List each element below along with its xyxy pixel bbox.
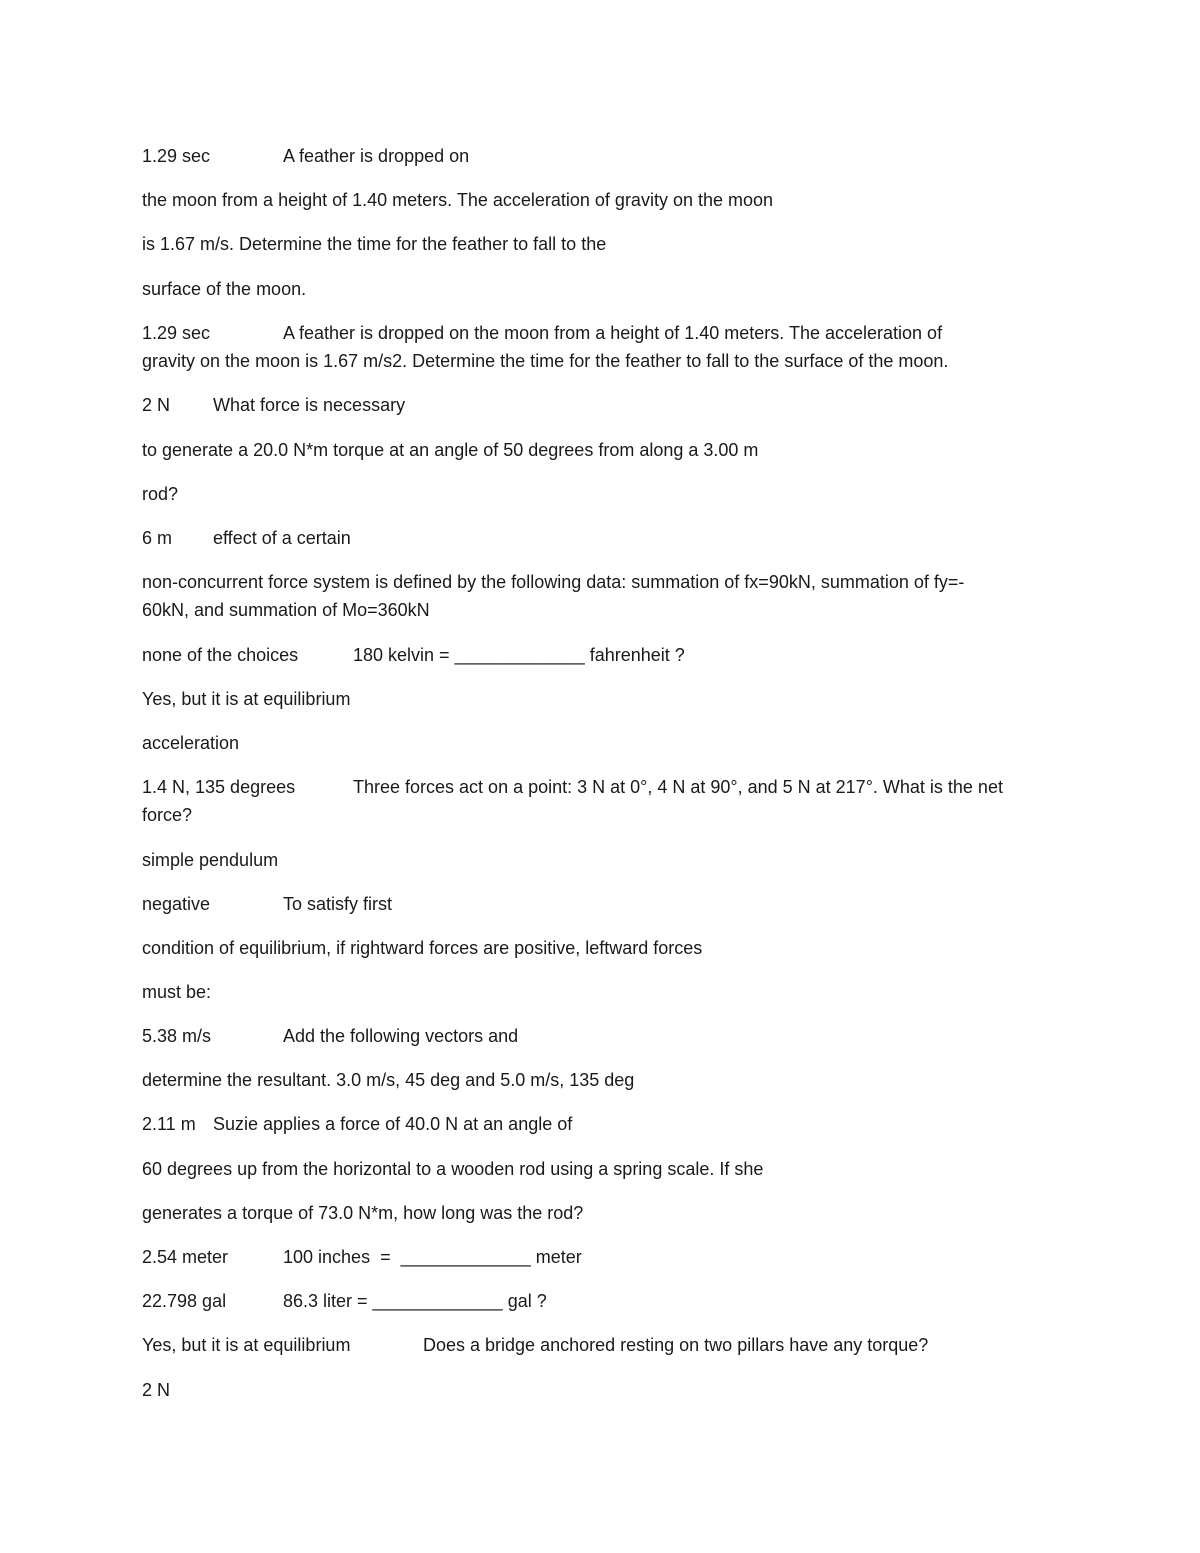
question-text: 180 kelvin = _____________ fahrenheit ? (353, 645, 685, 665)
text-line: gravity on the moon is 1.67 m/s2. Determine the time for the feather to fall to the surface of the moon. (142, 351, 949, 371)
answer-text: 6 m (142, 528, 173, 548)
text-line: force? (142, 805, 193, 825)
question-text: To satisfy first (283, 894, 393, 914)
answer-text: 1.29 sec (142, 146, 211, 166)
text-line: non-concurrent force system is defined by the following data: summation of fx=90kN, summation of fy=- (142, 572, 965, 592)
text-line: surface of the moon. (142, 279, 307, 299)
answer-line (142, 1243, 1072, 1271)
question-text: 86.3 liter = _____________ gal ? (283, 1291, 547, 1311)
question-text: What force is necessary (213, 395, 406, 415)
text-line: generates a torque of 73.0 N*m, how long was the rod? (142, 1203, 584, 1223)
text-line: to generate a 20.0 N*m torque at an angle of 50 degrees from along a 3.00 m (142, 440, 759, 460)
answer-text: 1.29 sec (142, 323, 211, 343)
text-line: 2 N (142, 1380, 171, 1400)
answer-line (142, 319, 1072, 347)
text-line: 60kN, and summation of Mo=360kN (142, 600, 430, 620)
text-line: is 1.67 m/s. Determine the time for the feather to fall to the (142, 234, 607, 254)
text-line: condition of equilibrium, if rightward forces are positive, leftward forces (142, 938, 703, 958)
answer-line (142, 1331, 1072, 1359)
answer-line (142, 773, 1072, 801)
text-line: determine the resultant. 3.0 m/s, 45 deg and 5.0 m/s, 135 deg (142, 1070, 635, 1090)
answer-line (142, 1022, 1072, 1050)
question-text: 100 inches = _____________ meter (283, 1247, 582, 1267)
text-line: acceleration (142, 733, 240, 753)
answer-text: 22.798 gal (142, 1291, 227, 1311)
answer-line (142, 890, 1072, 918)
question-text: Does a bridge anchored resting on two pillars have any torque? (423, 1335, 929, 1355)
text-line: the moon from a height of 1.40 meters. The acceleration of gravity on the moon (142, 190, 774, 210)
text-line: simple pendulum (142, 850, 279, 870)
answer-line (142, 1110, 1072, 1138)
answer-text: 2.11 m (142, 1114, 196, 1134)
answer-line (142, 391, 1072, 419)
text-line: rod? (142, 484, 179, 504)
question-text: Suzie applies a force of 40.0 N at an angle of (213, 1114, 573, 1134)
text-line: Yes, but it is at equilibrium (142, 689, 351, 709)
text-line: 60 degrees up from the horizontal to a wooden rod using a spring scale. If she (142, 1159, 764, 1179)
answer-text: 5.38 m/s (142, 1026, 212, 1046)
question-text: Add the following vectors and (283, 1026, 519, 1046)
question-text: Three forces act on a point: 3 N at 0°, 4 N at 90°, and 5 N at 217°. What is the net (353, 777, 1003, 797)
answer-line (142, 641, 1072, 669)
answer-text: 2.54 meter (142, 1247, 229, 1267)
answer-line (142, 142, 1072, 170)
answer-text: negative (142, 894, 211, 914)
text-line: must be: (142, 982, 212, 1002)
answer-text: Yes, but it is at equilibrium (142, 1335, 351, 1355)
question-text: A feather is dropped on the moon from a height of 1.40 meters. The acceleration of (283, 323, 943, 343)
answer-text: 1.4 N, 135 degrees (142, 777, 296, 797)
question-text: A feather is dropped on (283, 146, 470, 166)
question-text: effect of a certain (213, 528, 351, 548)
answer-line (142, 524, 1072, 552)
answer-line (142, 1287, 1072, 1315)
answer-text: 2 N (142, 395, 171, 415)
answer-text: none of the choices (142, 645, 299, 665)
